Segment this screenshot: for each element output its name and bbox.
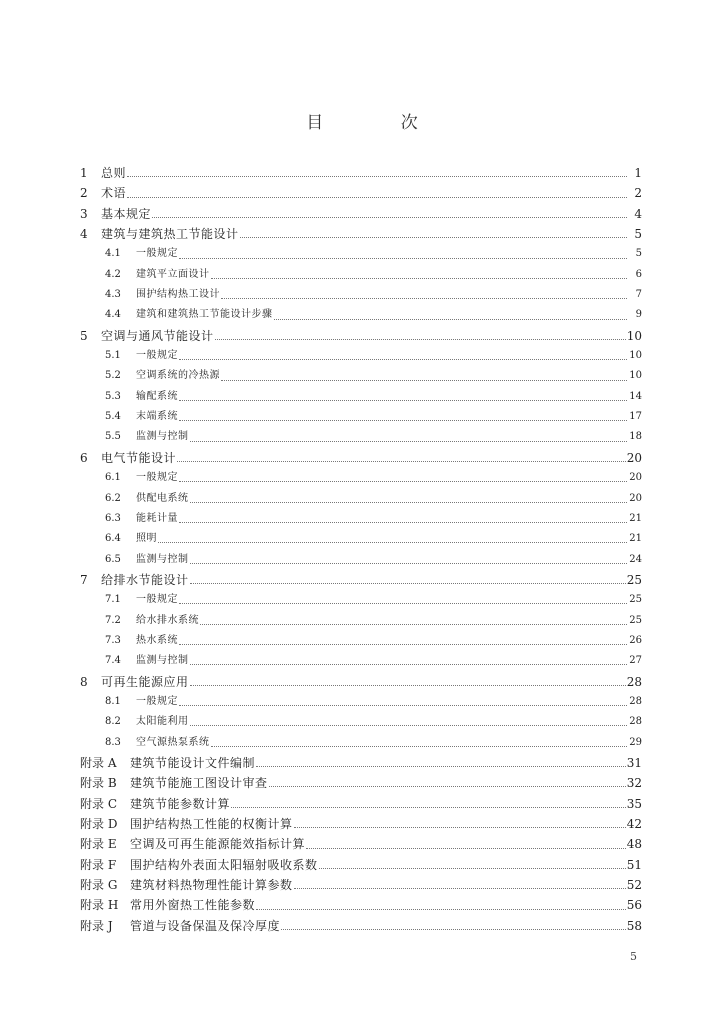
dot-leader bbox=[127, 175, 627, 177]
toc-entry-label: 建筑节能参数计算 bbox=[130, 796, 231, 811]
toc-entry-label: 给排水节能设计 bbox=[101, 572, 189, 587]
toc-entry[interactable] bbox=[80, 692, 642, 712]
dot-leader bbox=[221, 297, 627, 299]
dot-leader bbox=[215, 338, 626, 340]
dot-leader bbox=[127, 196, 627, 198]
toc-entry-label: 术语 bbox=[101, 186, 127, 201]
toc-entry-number: 4.3 bbox=[105, 289, 121, 301]
dot-leader bbox=[319, 867, 626, 869]
toc-entry[interactable] bbox=[80, 672, 642, 692]
toc-entry-number: 2 bbox=[80, 186, 88, 201]
dot-leader bbox=[158, 541, 627, 543]
toc-entry-label: 围护结构外表面太阳辐射吸收系数 bbox=[130, 857, 318, 872]
toc-entry-page: 48 bbox=[626, 837, 642, 852]
dot-leader bbox=[221, 379, 627, 381]
toc-entry-label: 给水排水系统 bbox=[136, 614, 199, 626]
dot-leader bbox=[179, 602, 627, 604]
toc-entry-number: 6.3 bbox=[105, 512, 121, 524]
toc-entry-label: 空调与通风节能设计 bbox=[101, 328, 214, 343]
toc-entry-label: 建筑和建筑热工节能设计步骤 bbox=[136, 309, 273, 321]
toc-entry-page: 6 bbox=[635, 268, 642, 280]
dot-leader bbox=[179, 643, 627, 645]
toc-entry[interactable] bbox=[80, 590, 642, 610]
toc-entry-label: 空调及可再生能源能效指标计算 bbox=[130, 837, 306, 852]
toc-entry[interactable] bbox=[80, 834, 642, 854]
dot-leader bbox=[179, 521, 627, 523]
toc-entry-label: 电气节能设计 bbox=[101, 450, 177, 465]
toc-entry-label: 建筑节能施工图设计审查 bbox=[130, 776, 268, 791]
toc-entry-page: 27 bbox=[629, 655, 642, 667]
dot-leader bbox=[211, 745, 628, 747]
toc-entry-label: 照明 bbox=[136, 533, 157, 545]
toc-entry-label: 一般规定 bbox=[136, 695, 178, 707]
toc-entry-number: 5.1 bbox=[105, 350, 121, 362]
toc-entry-label: 监测与控制 bbox=[136, 431, 189, 443]
toc-entry[interactable] bbox=[80, 489, 642, 509]
toc-entry[interactable] bbox=[80, 224, 642, 244]
dot-leader bbox=[179, 704, 627, 706]
toc-entry-number: 7.2 bbox=[105, 614, 121, 626]
toc-entry-number: 7.1 bbox=[105, 594, 121, 606]
toc-entry-label: 可再生能源应用 bbox=[101, 674, 189, 689]
toc-entry-label: 空调系统的冷热源 bbox=[136, 370, 220, 382]
toc-entry[interactable] bbox=[80, 753, 642, 773]
dot-leader bbox=[190, 663, 628, 665]
dot-leader bbox=[179, 257, 627, 259]
toc-entry[interactable] bbox=[80, 733, 642, 753]
toc-entry[interactable] bbox=[80, 204, 642, 224]
toc-entry-number: 8.2 bbox=[105, 716, 121, 728]
dot-leader bbox=[294, 826, 626, 828]
toc-entry-number: 8 bbox=[80, 674, 88, 689]
toc-entry-page: 21 bbox=[629, 512, 642, 524]
toc-entry-page: 25 bbox=[626, 572, 642, 587]
toc-entry-number: 3 bbox=[80, 206, 88, 221]
dot-leader bbox=[190, 582, 626, 584]
dot-leader bbox=[256, 765, 626, 767]
toc-entry-page: 2 bbox=[634, 186, 642, 201]
dot-leader bbox=[306, 847, 626, 849]
dot-leader bbox=[190, 501, 628, 503]
toc-entry-label: 总则 bbox=[101, 166, 127, 180]
toc-entry-page: 25 bbox=[629, 594, 642, 606]
dot-leader bbox=[190, 684, 626, 686]
toc-entry-label: 热水系统 bbox=[136, 634, 178, 646]
toc-entry-number: 6.4 bbox=[105, 533, 121, 545]
toc-entry-page: 52 bbox=[626, 878, 642, 893]
toc-entry-label: 监测与控制 bbox=[136, 553, 189, 565]
toc-entry-label: 输配系统 bbox=[136, 390, 178, 402]
toc-entry-page: 29 bbox=[629, 736, 642, 748]
toc-entry[interactable] bbox=[80, 366, 642, 386]
toc-entry[interactable] bbox=[80, 448, 642, 468]
toc-entry[interactable] bbox=[80, 346, 642, 366]
toc-entry[interactable] bbox=[80, 712, 642, 732]
toc-entry-page: 10 bbox=[629, 350, 642, 362]
toc-entry-page: 56 bbox=[626, 898, 642, 913]
toc-entry-number: 6.2 bbox=[105, 492, 121, 504]
toc-entry-page: 5 bbox=[634, 227, 642, 242]
dot-leader bbox=[256, 908, 626, 910]
toc-entry[interactable] bbox=[80, 855, 642, 875]
toc-entry-number: 6 bbox=[80, 450, 88, 465]
toc-entry-number: 4 bbox=[80, 227, 88, 242]
toc-entry-page: 51 bbox=[626, 857, 642, 872]
toc-entry-number: 附录 G bbox=[80, 878, 118, 893]
toc-entry-page: 31 bbox=[626, 755, 642, 770]
toc-entry-page: 17 bbox=[629, 411, 642, 423]
toc-entry-label: 太阳能利用 bbox=[136, 716, 189, 728]
dot-leader bbox=[190, 724, 628, 726]
toc-entry-number: 附录 C bbox=[80, 796, 117, 811]
toc-entry-number: 7 bbox=[80, 572, 88, 587]
toc-entry-number: 5.4 bbox=[105, 411, 121, 423]
dot-leader bbox=[152, 216, 627, 218]
toc-entry[interactable] bbox=[80, 916, 642, 936]
toc-entry[interactable] bbox=[80, 611, 642, 631]
dot-leader bbox=[179, 399, 627, 401]
table-of-contents bbox=[80, 163, 642, 936]
toc-entry-label: 建筑节能设计文件编制 bbox=[130, 755, 256, 770]
toc-entry-label: 一般规定 bbox=[136, 472, 178, 484]
toc-entry-number: 1 bbox=[80, 166, 88, 180]
toc-entry-page: 20 bbox=[626, 450, 642, 465]
page-number: 5 bbox=[630, 950, 637, 963]
toc-entry-number: 附录 J bbox=[80, 918, 113, 933]
dot-leader bbox=[179, 419, 627, 421]
toc-entry[interactable] bbox=[80, 875, 642, 895]
dot-leader bbox=[281, 928, 626, 930]
toc-entry[interactable] bbox=[80, 794, 642, 814]
toc-entry-page: 4 bbox=[634, 206, 642, 221]
toc-entry[interactable] bbox=[80, 468, 642, 488]
toc-entry-page: 10 bbox=[629, 370, 642, 382]
toc-entry[interactable] bbox=[80, 244, 642, 264]
dot-leader bbox=[200, 623, 627, 625]
toc-entry-page: 21 bbox=[629, 533, 642, 545]
toc-entry[interactable] bbox=[80, 550, 642, 570]
toc-entry-number: 5.2 bbox=[105, 370, 121, 382]
toc-entry-number: 8.1 bbox=[105, 695, 121, 707]
toc-entry-page: 20 bbox=[629, 472, 642, 484]
toc-entry-page: 42 bbox=[626, 817, 642, 831]
dot-leader bbox=[294, 887, 626, 889]
toc-entry-label: 常用外窗热工性能参数 bbox=[130, 898, 256, 913]
toc-entry-number: 5.5 bbox=[105, 431, 121, 443]
toc-entry[interactable] bbox=[80, 509, 642, 529]
toc-entry-label: 能耗计量 bbox=[136, 512, 178, 524]
toc-entry-number: 附录 F bbox=[80, 857, 117, 872]
toc-entry[interactable] bbox=[80, 163, 642, 183]
toc-entry-label: 供配电系统 bbox=[136, 492, 189, 504]
toc-entry-label: 监测与控制 bbox=[136, 655, 189, 667]
toc-entry[interactable] bbox=[80, 183, 642, 203]
dot-leader bbox=[231, 806, 626, 808]
toc-entry-number: 附录 A bbox=[80, 755, 117, 770]
toc-entry-page: 26 bbox=[629, 634, 642, 646]
toc-entry[interactable] bbox=[80, 651, 642, 671]
toc-entry-page: 18 bbox=[629, 431, 642, 443]
toc-entry-number: 附录 B bbox=[80, 776, 117, 791]
toc-entry-page: 10 bbox=[626, 328, 642, 343]
toc-entry-number: 附录 E bbox=[80, 837, 117, 852]
toc-entry-page: 28 bbox=[626, 674, 642, 689]
dot-leader bbox=[190, 562, 628, 564]
toc-entry-page: 28 bbox=[629, 716, 642, 728]
toc-entry-number: 5.3 bbox=[105, 390, 121, 402]
toc-entry-label: 围护结构热工设计 bbox=[136, 289, 220, 301]
toc-entry-label: 一般规定 bbox=[136, 350, 178, 362]
toc-entry-label: 围护结构热工性能的权衡计算 bbox=[130, 817, 293, 831]
toc-entry[interactable] bbox=[80, 427, 642, 447]
toc-entry-label: 空气源热泵系统 bbox=[136, 736, 210, 748]
toc-entry-number: 8.3 bbox=[105, 736, 121, 748]
toc-entry-page: 25 bbox=[629, 614, 642, 626]
toc-entry[interactable] bbox=[80, 265, 642, 285]
toc-entry-number: 7.3 bbox=[105, 634, 121, 646]
dot-leader bbox=[177, 460, 626, 462]
toc-entry-number: 4.1 bbox=[105, 248, 121, 260]
toc-entry-number: 附录 H bbox=[80, 898, 119, 913]
toc-entry-page: 14 bbox=[629, 390, 642, 402]
dot-leader bbox=[211, 277, 628, 279]
toc-entry-page: 5 bbox=[635, 248, 642, 260]
toc-entry-number: 5 bbox=[80, 328, 88, 343]
toc-entry[interactable] bbox=[80, 895, 642, 915]
dot-leader bbox=[190, 440, 628, 442]
toc-entry[interactable] bbox=[80, 285, 642, 305]
dot-leader bbox=[269, 785, 626, 787]
toc-entry-number: 附录 D bbox=[80, 817, 118, 831]
toc-entry[interactable] bbox=[80, 305, 642, 325]
toc-entry[interactable] bbox=[80, 631, 642, 651]
toc-entry-page: 32 bbox=[626, 776, 642, 791]
dot-leader bbox=[240, 236, 627, 238]
dot-leader bbox=[179, 358, 627, 360]
toc-entry-number: 4.4 bbox=[105, 309, 121, 321]
toc-entry-page: 24 bbox=[629, 553, 642, 565]
page-title: 目 次 bbox=[306, 113, 454, 133]
toc-entry-label: 管道与设备保温及保冷厚度 bbox=[130, 918, 281, 933]
toc-entry-label: 基本规定 bbox=[101, 206, 152, 221]
toc-entry-page: 20 bbox=[629, 492, 642, 504]
toc-entry[interactable] bbox=[80, 814, 642, 834]
toc-entry-page: 7 bbox=[635, 289, 642, 301]
toc-entry-label: 一般规定 bbox=[136, 248, 178, 260]
toc-entry-page: 35 bbox=[626, 796, 642, 811]
toc-entry-number: 6.1 bbox=[105, 472, 121, 484]
dot-leader bbox=[274, 318, 628, 320]
toc-entry[interactable] bbox=[80, 407, 642, 427]
toc-entry[interactable] bbox=[80, 529, 642, 549]
toc-entry-label: 末端系统 bbox=[136, 411, 178, 423]
toc-entry[interactable] bbox=[80, 773, 642, 793]
toc-entry-page: 1 bbox=[634, 166, 642, 180]
toc-entry-page: 58 bbox=[626, 918, 642, 933]
toc-entry[interactable] bbox=[80, 387, 642, 407]
toc-entry-number: 6.5 bbox=[105, 553, 121, 565]
toc-entry-page: 28 bbox=[629, 695, 642, 707]
toc-entry[interactable] bbox=[80, 570, 642, 590]
toc-entry[interactable] bbox=[80, 326, 642, 346]
toc-entry-number: 4.2 bbox=[105, 268, 121, 280]
toc-entry-label: 建筑平立面设计 bbox=[136, 268, 210, 280]
toc-entry-label: 一般规定 bbox=[136, 594, 178, 606]
toc-entry-page: 9 bbox=[635, 309, 642, 321]
toc-entry-number: 7.4 bbox=[105, 655, 121, 667]
toc-entry-label: 建筑材料热物理性能计算参数 bbox=[130, 878, 293, 893]
dot-leader bbox=[179, 480, 627, 482]
toc-entry-label: 建筑与建筑热工节能设计 bbox=[101, 227, 239, 242]
